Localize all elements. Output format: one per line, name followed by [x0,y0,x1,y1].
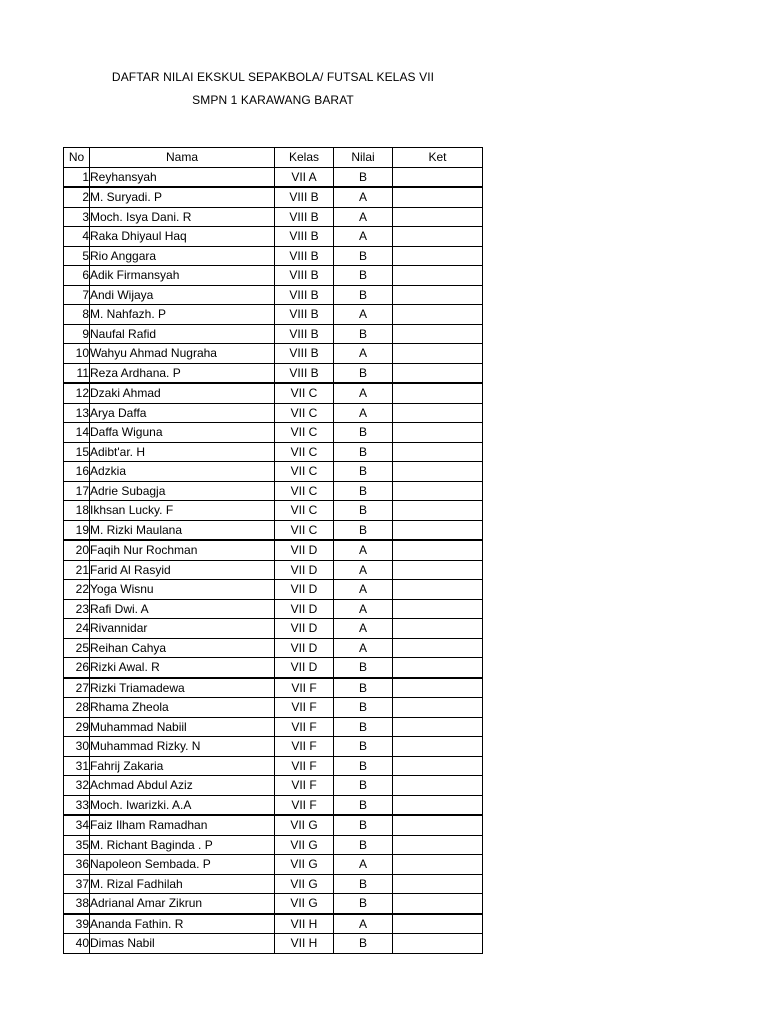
table-row [64,914,483,934]
class-cell: VIII B [275,305,334,325]
student-name: Adik Firmansyah [90,266,275,286]
grades-table [63,147,483,954]
student-name: M. Rizal Fadhilah [90,874,275,894]
header-nama: Nama [90,148,275,168]
row-number: 15 [64,442,90,462]
table-row [64,855,483,875]
table-row [64,580,483,600]
note-cell [393,934,483,954]
note-cell [393,835,483,855]
table-row [64,305,483,325]
class-cell: VII C [275,462,334,482]
note-cell [393,266,483,286]
table-row [64,795,483,815]
table-row [64,324,483,344]
grade-cell: A [334,638,393,658]
student-name: Ikhsan Lucky. F [90,501,275,521]
table-row [64,285,483,305]
note-cell [393,344,483,364]
grade-cell: A [334,305,393,325]
student-name: Rio Anggara [90,246,275,266]
grade-cell: B [334,658,393,678]
row-number: 23 [64,599,90,619]
table-row [64,599,483,619]
student-name: M. Richant Baginda . P [90,835,275,855]
row-number: 25 [64,638,90,658]
note-cell [393,363,483,383]
class-cell: VIII B [275,324,334,344]
note-cell [393,403,483,423]
table-row [64,363,483,383]
row-number: 2 [64,187,90,207]
table-row [64,698,483,718]
grade-cell: B [334,698,393,718]
class-cell: VII C [275,423,334,443]
grade-cell: B [334,717,393,737]
table-row [64,246,483,266]
grade-cell: B [334,815,393,835]
grade-cell: B [334,363,393,383]
table-row [64,776,483,796]
row-number: 29 [64,717,90,737]
table-row [64,501,483,521]
class-cell: VII C [275,481,334,501]
table-row [64,520,483,540]
student-name: Fahrij Zakaria [90,756,275,776]
student-name: Achmad Abdul Aziz [90,776,275,796]
row-number: 16 [64,462,90,482]
note-cell [393,795,483,815]
class-cell: VII D [275,540,334,560]
note-cell [393,187,483,207]
note-cell [393,894,483,914]
grade-cell: B [334,324,393,344]
grade-cell: A [334,599,393,619]
row-number: 1 [64,167,90,187]
note-cell [393,756,483,776]
row-number: 40 [64,934,90,954]
class-cell: VII F [275,756,334,776]
note-cell [393,776,483,796]
student-name: Reyhansyah [90,167,275,187]
grade-cell: B [334,462,393,482]
class-cell: VIII B [275,187,334,207]
row-number: 34 [64,815,90,835]
header-ket: Ket [393,148,483,168]
row-number: 13 [64,403,90,423]
grade-cell: A [334,619,393,639]
class-cell: VII F [275,737,334,757]
note-cell [393,520,483,540]
table-row [64,737,483,757]
class-cell: VII C [275,501,334,521]
grade-cell: B [334,934,393,954]
student-name: Napoleon Sembada. P [90,855,275,875]
note-cell [393,619,483,639]
row-number: 21 [64,560,90,580]
grade-cell: A [334,187,393,207]
student-name: Rafi Dwi. A [90,599,275,619]
row-number: 7 [64,285,90,305]
note-cell [393,423,483,443]
student-name: Rivannidar [90,619,275,639]
grade-cell: B [334,442,393,462]
table-row [64,540,483,560]
class-cell: VIII B [275,207,334,227]
student-name: Moch. Iwarizki. A.A [90,795,275,815]
table-row [64,266,483,286]
note-cell [393,501,483,521]
student-name: Rizki Triamadewa [90,678,275,698]
class-cell: VII D [275,560,334,580]
note-cell [393,678,483,698]
student-name: Faqih Nur Rochman [90,540,275,560]
note-cell [393,599,483,619]
row-number: 36 [64,855,90,875]
student-name: Naufal Rafid [90,324,275,344]
row-number: 4 [64,227,90,247]
row-number: 3 [64,207,90,227]
student-name: Faiz Ilham Ramadhan [90,815,275,835]
row-number: 20 [64,540,90,560]
table-row [64,638,483,658]
row-number: 24 [64,619,90,639]
note-cell [393,737,483,757]
note-cell [393,874,483,894]
table-row [64,874,483,894]
grade-cell: A [334,560,393,580]
class-cell: VII F [275,678,334,698]
student-name: Wahyu Ahmad Nugraha [90,344,275,364]
grade-cell: A [334,580,393,600]
note-cell [393,914,483,934]
note-cell [393,383,483,403]
note-cell [393,717,483,737]
header-nilai: Nilai [334,148,393,168]
grade-cell: A [334,227,393,247]
note-cell [393,442,483,462]
table-row [64,227,483,247]
class-cell: VII G [275,855,334,875]
grade-cell: B [334,795,393,815]
class-cell: VIII B [275,227,334,247]
grade-cell: A [334,403,393,423]
row-number: 39 [64,914,90,934]
grade-cell: B [334,266,393,286]
row-number: 28 [64,698,90,718]
class-cell: VII C [275,442,334,462]
row-number: 33 [64,795,90,815]
row-number: 9 [64,324,90,344]
student-name: Reihan Cahya [90,638,275,658]
table-row [64,815,483,835]
student-name: Moch. Isya Dani. R [90,207,275,227]
class-cell: VII G [275,874,334,894]
table-row [64,717,483,737]
class-cell: VII F [275,795,334,815]
student-name: Muhammad Nabiil [90,717,275,737]
note-cell [393,324,483,344]
student-name: Andi Wijaya [90,285,275,305]
student-name: Adzkia [90,462,275,482]
grade-cell: A [334,207,393,227]
student-name: Rizki Awal. R [90,658,275,678]
table-row [64,658,483,678]
class-cell: VII A [275,167,334,187]
row-number: 5 [64,246,90,266]
row-number: 22 [64,580,90,600]
class-cell: VIII B [275,344,334,364]
class-cell: VII G [275,894,334,914]
table-row [64,167,483,187]
grade-cell: B [334,501,393,521]
row-number: 30 [64,737,90,757]
grade-cell: B [334,737,393,757]
grade-cell: B [334,167,393,187]
note-cell [393,305,483,325]
grade-cell: A [334,540,393,560]
class-cell: VIII B [275,246,334,266]
table-row [64,187,483,207]
table-row [64,678,483,698]
student-name: Ananda Fathin. R [90,914,275,934]
header-no: No [64,148,90,168]
row-number: 18 [64,501,90,521]
class-cell: VII D [275,638,334,658]
grade-cell: B [334,520,393,540]
note-cell [393,207,483,227]
row-number: 17 [64,481,90,501]
note-cell [393,560,483,580]
table-row [64,619,483,639]
class-cell: VII H [275,914,334,934]
row-number: 38 [64,894,90,914]
note-cell [393,246,483,266]
class-cell: VII H [275,934,334,954]
grade-cell: B [334,678,393,698]
grade-cell: B [334,894,393,914]
class-cell: VII C [275,403,334,423]
note-cell [393,698,483,718]
table-row [64,207,483,227]
header-kelas: Kelas [275,148,334,168]
table-row [64,481,483,501]
class-cell: VII C [275,520,334,540]
note-cell [393,227,483,247]
row-number: 6 [64,266,90,286]
note-cell [393,815,483,835]
grade-cell: B [334,285,393,305]
class-cell: VII D [275,619,334,639]
student-name: M. Nahfazh. P [90,305,275,325]
student-name: Muhammad Rizky. N [90,737,275,757]
student-name: M. Rizki Maulana [90,520,275,540]
student-name: Adibt'ar. H [90,442,275,462]
student-name: Dzaki Ahmad [90,383,275,403]
row-number: 11 [64,363,90,383]
class-cell: VIII B [275,285,334,305]
class-cell: VII G [275,835,334,855]
note-cell [393,481,483,501]
grade-cell: B [334,423,393,443]
student-name: Dimas Nabil [90,934,275,954]
table-body [64,167,483,953]
grade-cell: B [334,756,393,776]
table-row [64,403,483,423]
document-title: DAFTAR NILAI EKSKUL SEPAKBOLA/ FUTSAL KELAS VII [111,70,435,84]
student-name: Daffa Wiguna [90,423,275,443]
class-cell: VII D [275,580,334,600]
table-row [64,383,483,403]
student-name: Rhama Zheola [90,698,275,718]
class-cell: VII D [275,658,334,678]
student-name: Adrianal Amar Zikrun [90,894,275,914]
note-cell [393,855,483,875]
class-cell: VII D [275,599,334,619]
school-name: SMPN 1 KARAWANG BARAT [192,93,354,107]
note-cell [393,540,483,560]
grade-cell: A [334,383,393,403]
row-number: 31 [64,756,90,776]
note-cell [393,658,483,678]
table-row [64,442,483,462]
note-cell [393,167,483,187]
note-cell [393,580,483,600]
table-header-row [64,148,483,168]
row-number: 37 [64,874,90,894]
grade-cell: B [334,835,393,855]
table-row [64,423,483,443]
class-cell: VIII B [275,266,334,286]
grade-cell: A [334,855,393,875]
table-row [64,462,483,482]
row-number: 14 [64,423,90,443]
row-number: 10 [64,344,90,364]
class-cell: VII F [275,698,334,718]
row-number: 27 [64,678,90,698]
table-row [64,835,483,855]
row-number: 26 [64,658,90,678]
grade-cell: B [334,481,393,501]
table-row [64,560,483,580]
class-cell: VII F [275,776,334,796]
class-cell: VII F [275,717,334,737]
grade-cell: A [334,344,393,364]
table-row [64,344,483,364]
student-name: Reza Ardhana. P [90,363,275,383]
student-name: Adrie Subagja [90,481,275,501]
grade-cell: A [334,914,393,934]
row-number: 19 [64,520,90,540]
table-row [64,934,483,954]
class-cell: VIII B [275,363,334,383]
row-number: 35 [64,835,90,855]
note-cell [393,638,483,658]
table-row [64,894,483,914]
grade-cell: B [334,246,393,266]
row-number: 32 [64,776,90,796]
student-name: Farid Al Rasyid [90,560,275,580]
class-cell: VII C [275,383,334,403]
row-number: 8 [64,305,90,325]
student-name: Yoga Wisnu [90,580,275,600]
table-row [64,756,483,776]
student-name: Raka Dhiyaul Haq [90,227,275,247]
grade-cell: B [334,776,393,796]
row-number: 12 [64,383,90,403]
grade-cell: B [334,874,393,894]
note-cell [393,285,483,305]
student-name: M. Suryadi. P [90,187,275,207]
note-cell [393,462,483,482]
student-name: Arya Daffa [90,403,275,423]
class-cell: VII G [275,815,334,835]
